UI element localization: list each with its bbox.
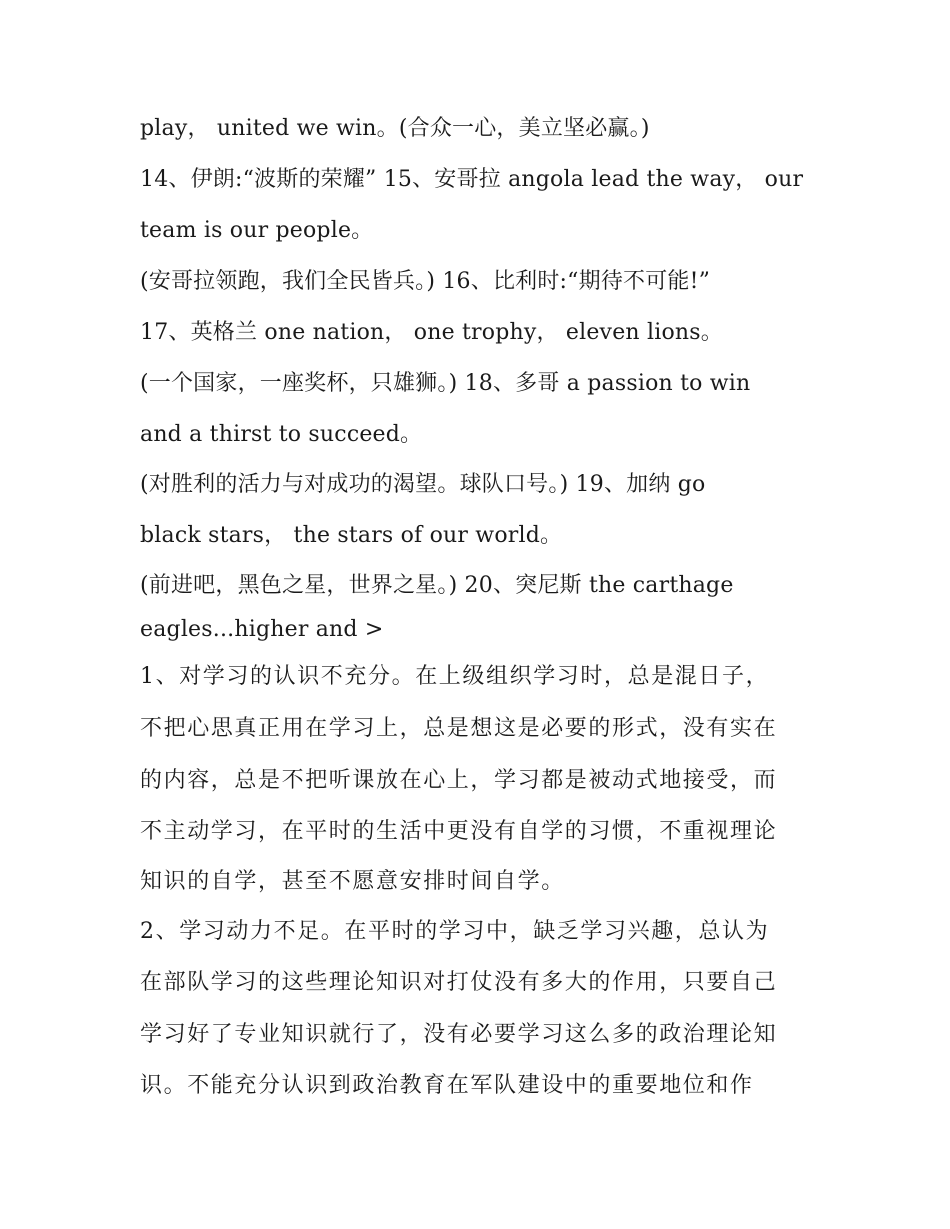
text-line: (安哥拉领跑，我们全民皆兵。) 16、比利时:“期待不可能!” [140,269,711,294]
text-line: 14、伊朗:“波斯的荣耀” 15、安哥拉 angola lead the way， our [140,167,804,192]
text-line: 1、对学习的认识不充分。在上级组织学习时，总是混日子， [140,664,770,689]
text-line: black stars， the stars of our world。 [140,523,563,548]
text-line: 知识的自学，甚至不愿意安排时间自学。 [140,869,565,894]
text-line: 识。不能充分认识到政治教育在军队建设中的重要地位和作 [140,1073,754,1098]
text-line: (一个国家，一座奖杯，只雄狮。) 18、多哥 a passion to win [140,371,751,396]
text-line: 不把心思真正用在学习上，总是想这是必要的形式，没有实在 [140,716,778,741]
text-line: team is our people。 [140,218,374,243]
text-line: (对胜利的活力与对成功的渴望。球队口号。) 19、加纳 go [140,472,706,497]
text-line: and a thirst to succeed。 [140,422,423,447]
text-line: 2、学习动力不足。在平时的学习中，缺乏学习兴趣，总认为 [140,919,770,944]
text-line: (前进吧，黑色之星，世界之星。) 20、突尼斯 the carthage [140,573,734,598]
text-line: play， united we win。(合众一心，美立坚必赢。) [140,116,650,141]
text-line: 17、英格兰 one nation， one trophy， eleven lions。 [140,320,723,345]
text-line: 学习好了专业知识就行了，没有必要学习这么多的政治理论知 [140,1022,778,1047]
text-line: 在部队学习的这些理论知识对打仗没有多大的作用，只要自己 [140,970,778,995]
text-line: 不主动学习，在平时的生活中更没有自学的习惯，不重视理论 [140,819,778,844]
text-line: 的内容，总是不把听课放在心上，学习都是被动式地接受，而 [140,768,778,793]
text-line: eagles...higher and > [140,617,384,642]
